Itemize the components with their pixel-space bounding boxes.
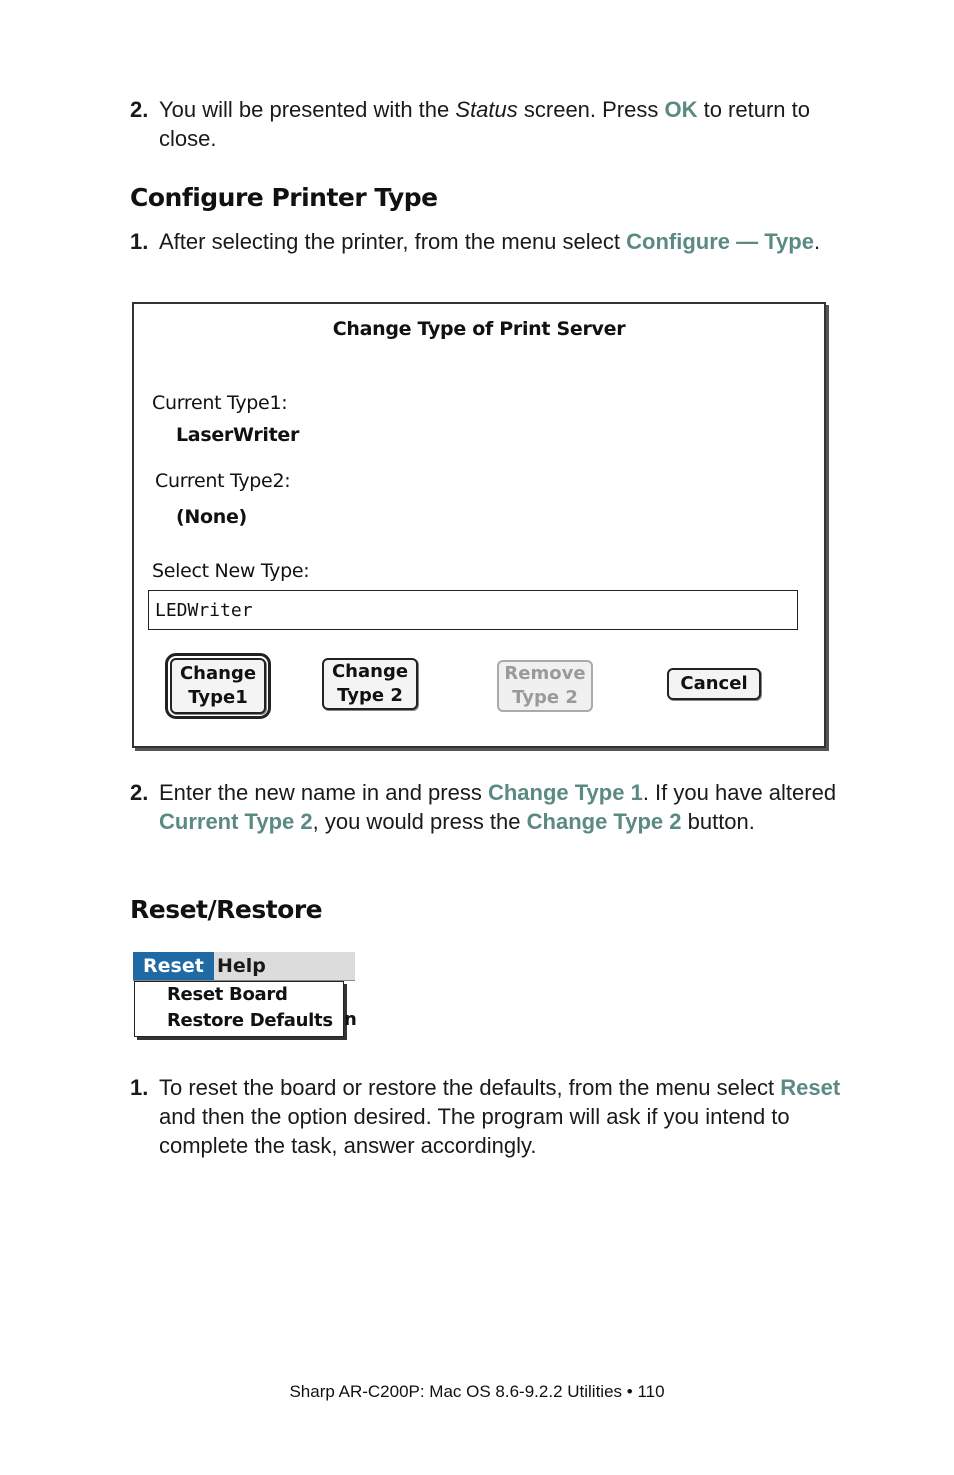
change-type1-button[interactable]: Change Type1	[170, 658, 266, 714]
heading-configure-printer-type: Configure Printer Type	[130, 183, 438, 212]
step-number: 2.	[130, 780, 149, 805]
reset-term: Reset	[780, 1075, 841, 1100]
ok-term: OK	[664, 97, 698, 122]
step-reset	[130, 1073, 850, 1163]
menu-bar	[133, 952, 355, 981]
status-term: Status	[455, 97, 518, 122]
menu-help[interactable]: Help	[217, 955, 266, 977]
change-type-dialog	[132, 302, 826, 748]
heading-reset-restore: Reset/Restore	[130, 895, 323, 924]
new-type-input[interactable]	[149, 591, 797, 629]
background-text-fragment: n	[344, 1009, 357, 1030]
step-text: To reset the board or restore the defaults, from the menu select Reset and then the option desired. The program will ask if you intend to complete the task, answer accordingly.	[159, 1075, 841, 1158]
change-type-1-term: Change Type 1	[487, 780, 643, 805]
cancel-button[interactable]: Cancel	[667, 668, 761, 700]
step-number: 1.	[130, 1075, 149, 1100]
change-type-2-term: Change Type 2	[526, 809, 682, 834]
step-number: 2.	[130, 97, 149, 122]
select-new-type-label: Select New Type:	[152, 560, 310, 582]
step-text: Enter the new name in and press Change Type 1. If you have altered Current Type 2, you would press the Change Type 2 button.	[159, 780, 837, 834]
current-type-2-term: Current Type 2	[159, 809, 313, 834]
menu-item-restore-defaults[interactable]: Restore Defaults	[167, 1010, 333, 1031]
step-text: You will be presented with the Status screen. Press OK to return to close.	[159, 97, 810, 151]
current-type2-value: (None)	[176, 506, 247, 528]
current-type1-label: Current Type1:	[152, 392, 288, 414]
menu-reset[interactable]: Reset	[133, 952, 214, 980]
remove-type2-button[interactable]: Remove Type 2	[497, 660, 593, 712]
step-enter-name	[130, 778, 850, 868]
menu-item-reset-board[interactable]: Reset Board	[167, 984, 288, 1005]
dialog-title: Change Type of Print Server	[332, 318, 626, 340]
step-text: After selecting the printer, from the menu select Configure — Type.	[159, 229, 821, 254]
current-type1-value: LaserWriter	[176, 424, 300, 446]
step-status	[130, 95, 850, 155]
current-type2-label: Current Type2:	[155, 470, 291, 492]
new-type-field[interactable]	[148, 590, 798, 630]
step-number: 1.	[130, 229, 149, 254]
step-configure	[130, 227, 850, 287]
reset-dropdown	[134, 981, 344, 1037]
change-type2-button[interactable]: Change Type 2	[322, 658, 418, 710]
configure-type-term: Configure — Type	[626, 229, 814, 254]
page-footer: Sharp AR-C200P: Mac OS 8.6-9.2.2 Utilities • 110	[289, 1382, 665, 1401]
